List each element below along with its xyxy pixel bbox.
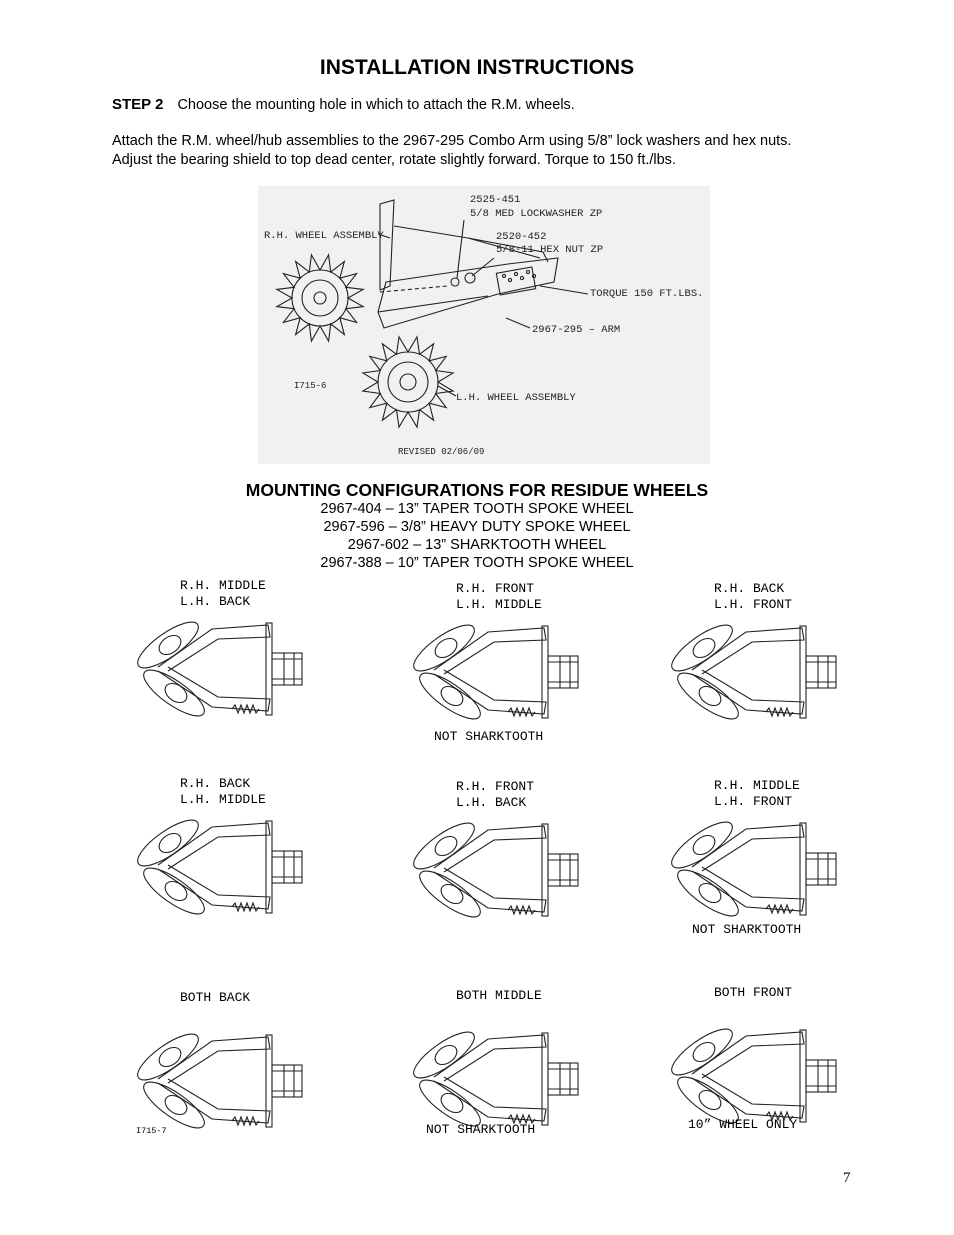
torque-label: TORQUE 150 FT.LBS.: [590, 288, 704, 300]
config-rh-back-lh-middle: [128, 773, 358, 963]
config-label-2: L.H. MIDDLE: [180, 792, 266, 807]
upper-wheel: [132, 1027, 205, 1088]
arm-label: 2967-295 – ARM: [532, 324, 621, 336]
config-rh-back-lh-front: [662, 578, 892, 768]
config-rh-middle-lh-back: [128, 575, 358, 765]
upper-arm: [434, 826, 546, 872]
spring: [508, 906, 535, 914]
bracket-detail: [272, 1065, 302, 1097]
spring: [766, 708, 793, 716]
config-both-back: [128, 987, 358, 1177]
bracket-detail: [272, 653, 302, 685]
config-note: NOT SHARKTOOTH: [692, 922, 802, 937]
spring: [508, 708, 535, 716]
config-label-2: L.H. MIDDLE: [456, 597, 542, 612]
mount-bracket: [272, 653, 302, 685]
config-label-1: R.H. FRONT: [456, 581, 535, 596]
upper-arm: [158, 823, 270, 869]
mount-bracket: [806, 1060, 836, 1092]
upper-wheel: [132, 615, 205, 676]
wheel-teeth-outline: [363, 337, 453, 427]
config-note: 10” WHEEL ONLY: [688, 1117, 798, 1132]
mount-bracket: [806, 853, 836, 885]
upper-arm: [434, 628, 546, 674]
config-label-2: L.H. BACK: [456, 795, 527, 810]
lower-wheel: [138, 861, 211, 922]
config-label-1: R.H. MIDDLE: [714, 778, 800, 793]
step-label: STEP 2: [112, 96, 164, 113]
wheel-part-3: 2967-602 – 13” SHARKTOOTH WHEEL: [347, 537, 607, 553]
mount-bracket: [548, 1063, 578, 1095]
bracket-detail: [806, 656, 836, 688]
mount-bracket: [806, 656, 836, 688]
upper-arm: [692, 1032, 804, 1078]
revised-date: REVISED 02/06/09: [398, 447, 485, 457]
upper-arm: [692, 825, 804, 871]
figure-id-2: I715-7: [136, 1126, 167, 1136]
upper-wheel: [408, 618, 481, 679]
upper-arm: [158, 625, 270, 671]
config-label-2: L.H. FRONT: [714, 597, 793, 612]
upper-wheel: [408, 1025, 481, 1086]
config-rh-middle-lh-front: [662, 775, 892, 965]
config-label-1: BOTH MIDDLE: [456, 988, 542, 1003]
lower-wheel: [672, 863, 745, 924]
config-note: NOT SHARKTOOTH: [426, 1122, 536, 1137]
config-both-front: [662, 982, 892, 1172]
bracket-detail: [806, 1060, 836, 1092]
wheel-teeth-outline: [277, 255, 363, 341]
upper-wheel: [666, 618, 739, 679]
step-text: Choose the mounting hole in which to attach the R.M. wheels.: [177, 97, 575, 113]
config-label-2: L.H. BACK: [180, 594, 251, 609]
page-title: INSTALLATION INSTRUCTIONS: [319, 56, 635, 79]
upper-wheel: [666, 1022, 739, 1083]
instruction-line-2: Adjust the bearing shield to top dead center, rotate slightly forward. Torque to 150 ft./lbs.: [112, 152, 676, 168]
page-number: 7: [843, 1170, 851, 1186]
figure-id: I715-6: [294, 381, 327, 391]
rh-wheel-label: R.H. WHEEL ASSEMBLY: [264, 230, 384, 242]
lockwasher-description: 5/8 MED LOCKWASHER ZP: [470, 208, 603, 220]
mount-bracket: [272, 851, 302, 883]
hex-nut-description: 5/8-11 HEX NUT ZP: [496, 244, 604, 256]
bracket-detail: [806, 853, 836, 885]
config-label-1: BOTH BACK: [180, 990, 251, 1005]
mount-bracket: [548, 854, 578, 886]
config-rh-front-lh-middle: [404, 578, 634, 768]
lh-wheel-label: L.H. WHEEL ASSEMBLY: [456, 392, 576, 404]
hex-nut-part-number: 2520-452: [496, 231, 547, 243]
bracket-detail: [548, 1063, 578, 1095]
mount-bracket: [548, 656, 578, 688]
config-note: NOT SHARKTOOTH: [434, 729, 544, 744]
lower-wheel: [414, 666, 487, 727]
config-label-2: L.H. FRONT: [714, 794, 793, 809]
spring: [232, 1117, 259, 1125]
upper-arm: [158, 1037, 270, 1083]
wheel-teeth: [277, 255, 453, 427]
step-line: [112, 96, 575, 113]
config-rh-front-lh-back: [404, 776, 634, 966]
bracket-detail: [548, 656, 578, 688]
mounting-title: MOUNTING CONFIGURATIONS FOR RESIDUE WHEELS: [245, 480, 709, 500]
installation-drawing: [258, 186, 710, 464]
config-both-middle: [404, 985, 634, 1175]
mount-bracket: [272, 1065, 302, 1097]
lower-wheel: [672, 666, 745, 727]
wheel-part-4: 2967-388 – 10” TAPER TOOTH SPOKE WHEEL: [320, 555, 634, 571]
instruction-paragraph: [112, 132, 872, 170]
lockwasher-part-number: 2525-451: [470, 194, 521, 206]
upper-arm: [692, 628, 804, 674]
config-label-1: R.H. BACK: [180, 776, 251, 791]
upper-wheel: [666, 815, 739, 876]
upper-wheel: [132, 813, 205, 874]
config-label-1: R.H. MIDDLE: [180, 578, 266, 593]
wheel-part-2: 2967-596 – 3/8” HEAVY DUTY SPOKE WHEEL: [323, 519, 631, 535]
upper-wheel: [408, 816, 481, 877]
upper-arm: [434, 1035, 546, 1081]
wheel-part-1: 2967-404 – 13” TAPER TOOTH SPOKE WHEEL: [320, 501, 634, 517]
instruction-line-1: Attach the R.M. wheel/hub assemblies to the 2967-295 Combo Arm using 5/8” lock washers and hex nuts.: [112, 133, 792, 149]
bracket-detail: [548, 854, 578, 886]
spring: [766, 905, 793, 913]
spring: [232, 903, 259, 911]
config-label-1: BOTH FRONT: [714, 985, 793, 1000]
bracket-detail: [272, 851, 302, 883]
config-label-1: R.H. FRONT: [456, 779, 535, 794]
installation-figure: [258, 186, 710, 464]
config-label-1: R.H. BACK: [714, 581, 785, 596]
spring: [232, 705, 259, 713]
lower-wheel: [414, 864, 487, 925]
lower-wheel: [138, 663, 211, 724]
